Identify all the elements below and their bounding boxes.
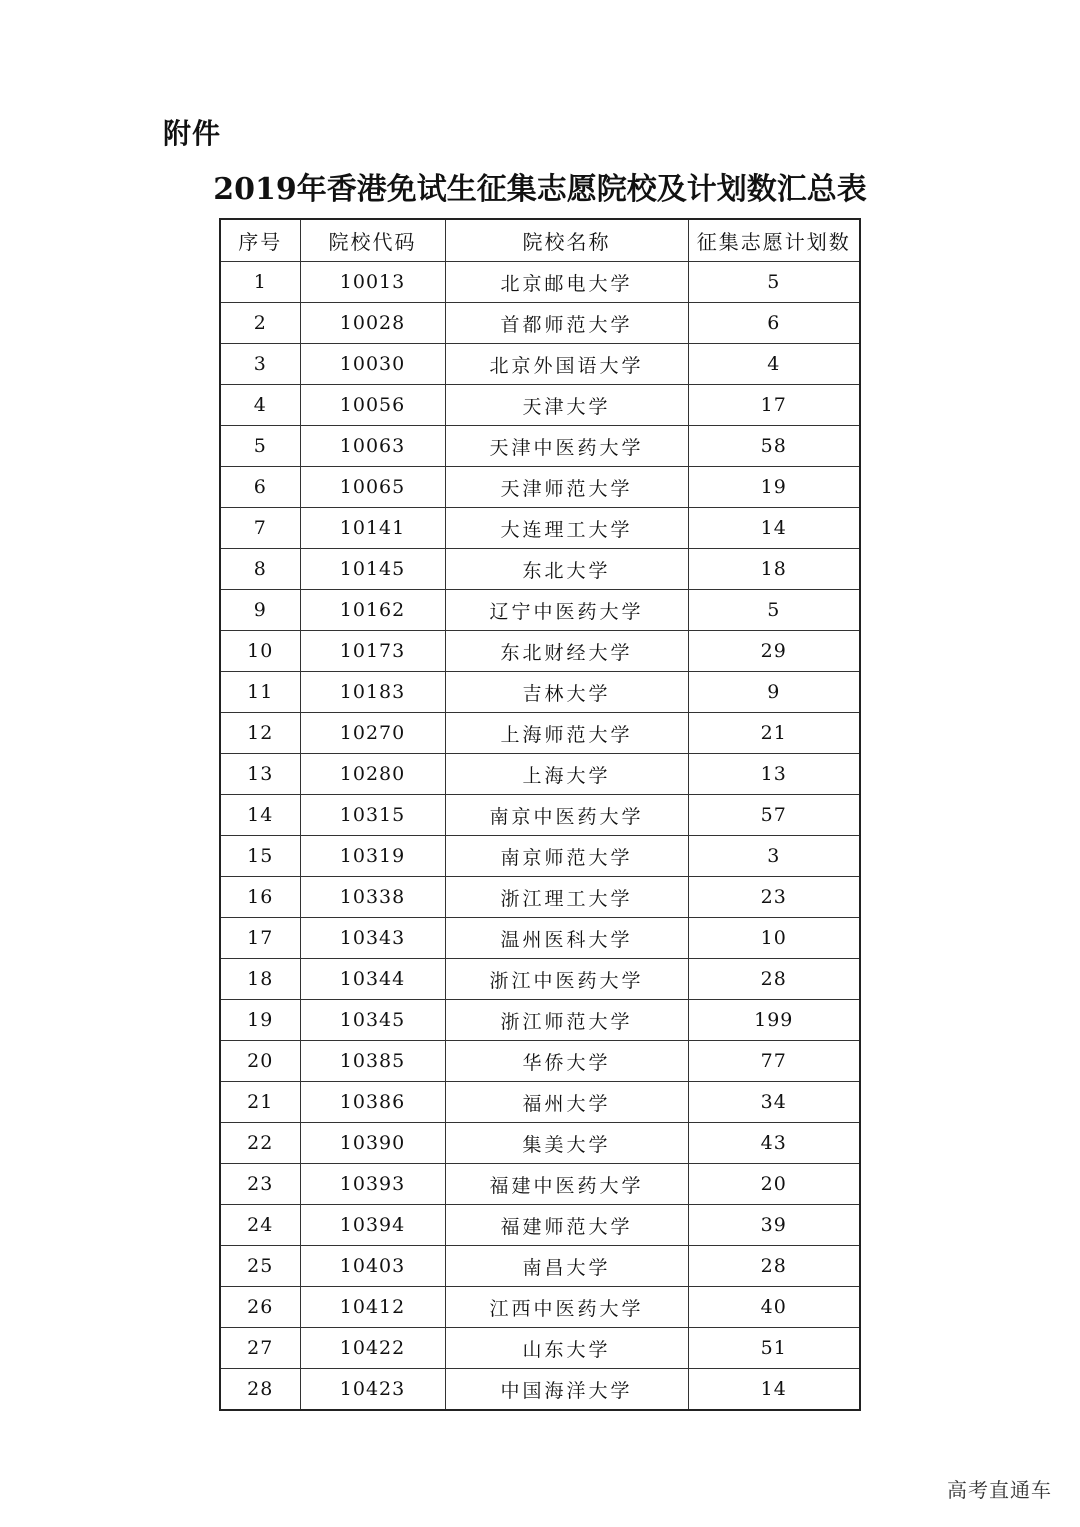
table-row	[220, 508, 860, 549]
cell-index: 4	[220, 385, 300, 426]
cell-school-name: 天津中医药大学	[445, 426, 688, 467]
cell-index: 1	[220, 262, 300, 303]
cell-school-name: 辽宁中医药大学	[445, 590, 688, 631]
cell-plan-count: 19	[688, 467, 860, 508]
cell-plan-count: 199	[688, 1000, 860, 1041]
cell-index: 15	[220, 836, 300, 877]
cell-plan-count: 40	[688, 1287, 860, 1328]
cell-index: 19	[220, 1000, 300, 1041]
cell-index: 11	[220, 672, 300, 713]
table-row	[220, 1205, 860, 1246]
cell-school-name: 北京邮电大学	[445, 262, 688, 303]
table-row	[220, 303, 860, 344]
cell-plan-count: 28	[688, 1246, 860, 1287]
watermark-text: 高考直通车	[947, 1478, 1052, 1502]
table-row	[220, 1164, 860, 1205]
cell-school-name: 福建中医药大学	[445, 1164, 688, 1205]
cell-school-code: 10343	[300, 918, 445, 959]
cell-school-name: 北京外国语大学	[445, 344, 688, 385]
cell-plan-count: 18	[688, 549, 860, 590]
cell-index: 6	[220, 467, 300, 508]
cell-index: 12	[220, 713, 300, 754]
cell-school-code: 10162	[300, 590, 445, 631]
cell-index: 7	[220, 508, 300, 549]
cell-index: 20	[220, 1041, 300, 1082]
cell-school-code: 10393	[300, 1164, 445, 1205]
cell-school-code: 10394	[300, 1205, 445, 1246]
cell-school-name: 江西中医药大学	[445, 1287, 688, 1328]
cell-index: 10	[220, 631, 300, 672]
table-row	[220, 959, 860, 1000]
cell-school-name: 东北大学	[445, 549, 688, 590]
cell-index: 3	[220, 344, 300, 385]
table-row	[220, 754, 860, 795]
cell-index: 17	[220, 918, 300, 959]
cell-plan-count: 6	[688, 303, 860, 344]
cell-school-code: 10386	[300, 1082, 445, 1123]
cell-school-name: 南昌大学	[445, 1246, 688, 1287]
cell-school-code: 10063	[300, 426, 445, 467]
table-row	[220, 385, 860, 426]
cell-index: 5	[220, 426, 300, 467]
plan-table	[219, 218, 861, 1411]
table-row	[220, 1082, 860, 1123]
cell-school-code: 10028	[300, 303, 445, 344]
cell-plan-count: 39	[688, 1205, 860, 1246]
cell-school-code: 10403	[300, 1246, 445, 1287]
cell-index: 13	[220, 754, 300, 795]
document-title: 2019年香港免试生征集志愿院校及计划数汇总表	[213, 172, 867, 207]
cell-school-code: 10141	[300, 508, 445, 549]
table-row	[220, 631, 860, 672]
cell-index: 9	[220, 590, 300, 631]
cell-plan-count: 51	[688, 1328, 860, 1369]
cell-school-code: 10056	[300, 385, 445, 426]
cell-school-name: 福建师范大学	[445, 1205, 688, 1246]
table-row	[220, 1328, 860, 1369]
header-school-code: 院校代码	[300, 219, 445, 262]
cell-index: 16	[220, 877, 300, 918]
cell-school-name: 天津大学	[445, 385, 688, 426]
cell-plan-count: 13	[688, 754, 860, 795]
cell-plan-count: 57	[688, 795, 860, 836]
cell-plan-count: 5	[688, 262, 860, 303]
cell-index: 14	[220, 795, 300, 836]
cell-school-code: 10412	[300, 1287, 445, 1328]
cell-school-code: 10390	[300, 1123, 445, 1164]
cell-school-code: 10344	[300, 959, 445, 1000]
cell-school-code: 10422	[300, 1328, 445, 1369]
cell-school-name: 浙江理工大学	[445, 877, 688, 918]
table-row	[220, 467, 860, 508]
table-row	[220, 549, 860, 590]
cell-school-name: 首都师范大学	[445, 303, 688, 344]
cell-school-code: 10385	[300, 1041, 445, 1082]
cell-school-code: 10145	[300, 549, 445, 590]
cell-school-code: 10183	[300, 672, 445, 713]
plan-table-container	[219, 218, 861, 1411]
cell-school-code: 10065	[300, 467, 445, 508]
cell-school-name: 中国海洋大学	[445, 1369, 688, 1411]
cell-plan-count: 23	[688, 877, 860, 918]
table-row	[220, 877, 860, 918]
cell-plan-count: 21	[688, 713, 860, 754]
cell-index: 8	[220, 549, 300, 590]
table-row	[220, 1000, 860, 1041]
header-index: 序号	[220, 219, 300, 262]
table-row	[220, 344, 860, 385]
cell-school-code: 10173	[300, 631, 445, 672]
cell-school-name: 华侨大学	[445, 1041, 688, 1082]
table-body	[220, 262, 860, 1411]
cell-school-name: 南京中医药大学	[445, 795, 688, 836]
cell-school-code: 10338	[300, 877, 445, 918]
cell-plan-count: 77	[688, 1041, 860, 1082]
table-row	[220, 1246, 860, 1287]
cell-index: 18	[220, 959, 300, 1000]
table-row	[220, 1287, 860, 1328]
cell-index: 24	[220, 1205, 300, 1246]
cell-plan-count: 43	[688, 1123, 860, 1164]
cell-school-name: 大连理工大学	[445, 508, 688, 549]
cell-index: 2	[220, 303, 300, 344]
table-row	[220, 713, 860, 754]
table-row	[220, 262, 860, 303]
cell-school-code: 10423	[300, 1369, 445, 1411]
cell-index: 26	[220, 1287, 300, 1328]
cell-school-name: 浙江中医药大学	[445, 959, 688, 1000]
cell-school-name: 集美大学	[445, 1123, 688, 1164]
cell-school-name: 南京师范大学	[445, 836, 688, 877]
cell-index: 21	[220, 1082, 300, 1123]
cell-school-name: 上海大学	[445, 754, 688, 795]
table-row	[220, 1369, 860, 1411]
cell-index: 22	[220, 1123, 300, 1164]
cell-plan-count: 34	[688, 1082, 860, 1123]
table-row	[220, 836, 860, 877]
cell-plan-count: 58	[688, 426, 860, 467]
cell-school-code: 10280	[300, 754, 445, 795]
cell-school-name: 上海师范大学	[445, 713, 688, 754]
cell-plan-count: 14	[688, 508, 860, 549]
table-row	[220, 426, 860, 467]
table-row	[220, 590, 860, 631]
cell-school-code: 10270	[300, 713, 445, 754]
table-row	[220, 918, 860, 959]
cell-index: 25	[220, 1246, 300, 1287]
table-row	[220, 672, 860, 713]
cell-plan-count: 28	[688, 959, 860, 1000]
table-row	[220, 795, 860, 836]
cell-school-name: 山东大学	[445, 1328, 688, 1369]
table-header-row	[220, 219, 860, 262]
cell-index: 28	[220, 1369, 300, 1411]
cell-plan-count: 9	[688, 672, 860, 713]
header-plan-count: 征集志愿计划数	[688, 219, 860, 262]
cell-plan-count: 4	[688, 344, 860, 385]
cell-school-name: 东北财经大学	[445, 631, 688, 672]
cell-school-name: 福州大学	[445, 1082, 688, 1123]
cell-school-code: 10013	[300, 262, 445, 303]
cell-school-name: 温州医科大学	[445, 918, 688, 959]
cell-school-code: 10319	[300, 836, 445, 877]
cell-plan-count: 5	[688, 590, 860, 631]
cell-school-name: 天津师范大学	[445, 467, 688, 508]
cell-plan-count: 20	[688, 1164, 860, 1205]
cell-plan-count: 14	[688, 1369, 860, 1411]
cell-school-code: 10315	[300, 795, 445, 836]
cell-plan-count: 3	[688, 836, 860, 877]
cell-plan-count: 10	[688, 918, 860, 959]
attachment-label: 附件	[163, 117, 222, 150]
cell-plan-count: 17	[688, 385, 860, 426]
header-school-name: 院校名称	[445, 219, 688, 262]
table-row	[220, 1041, 860, 1082]
cell-index: 23	[220, 1164, 300, 1205]
table-row	[220, 1123, 860, 1164]
cell-index: 27	[220, 1328, 300, 1369]
cell-plan-count: 29	[688, 631, 860, 672]
cell-school-name: 浙江师范大学	[445, 1000, 688, 1041]
cell-school-code: 10030	[300, 344, 445, 385]
cell-school-name: 吉林大学	[445, 672, 688, 713]
cell-school-code: 10345	[300, 1000, 445, 1041]
